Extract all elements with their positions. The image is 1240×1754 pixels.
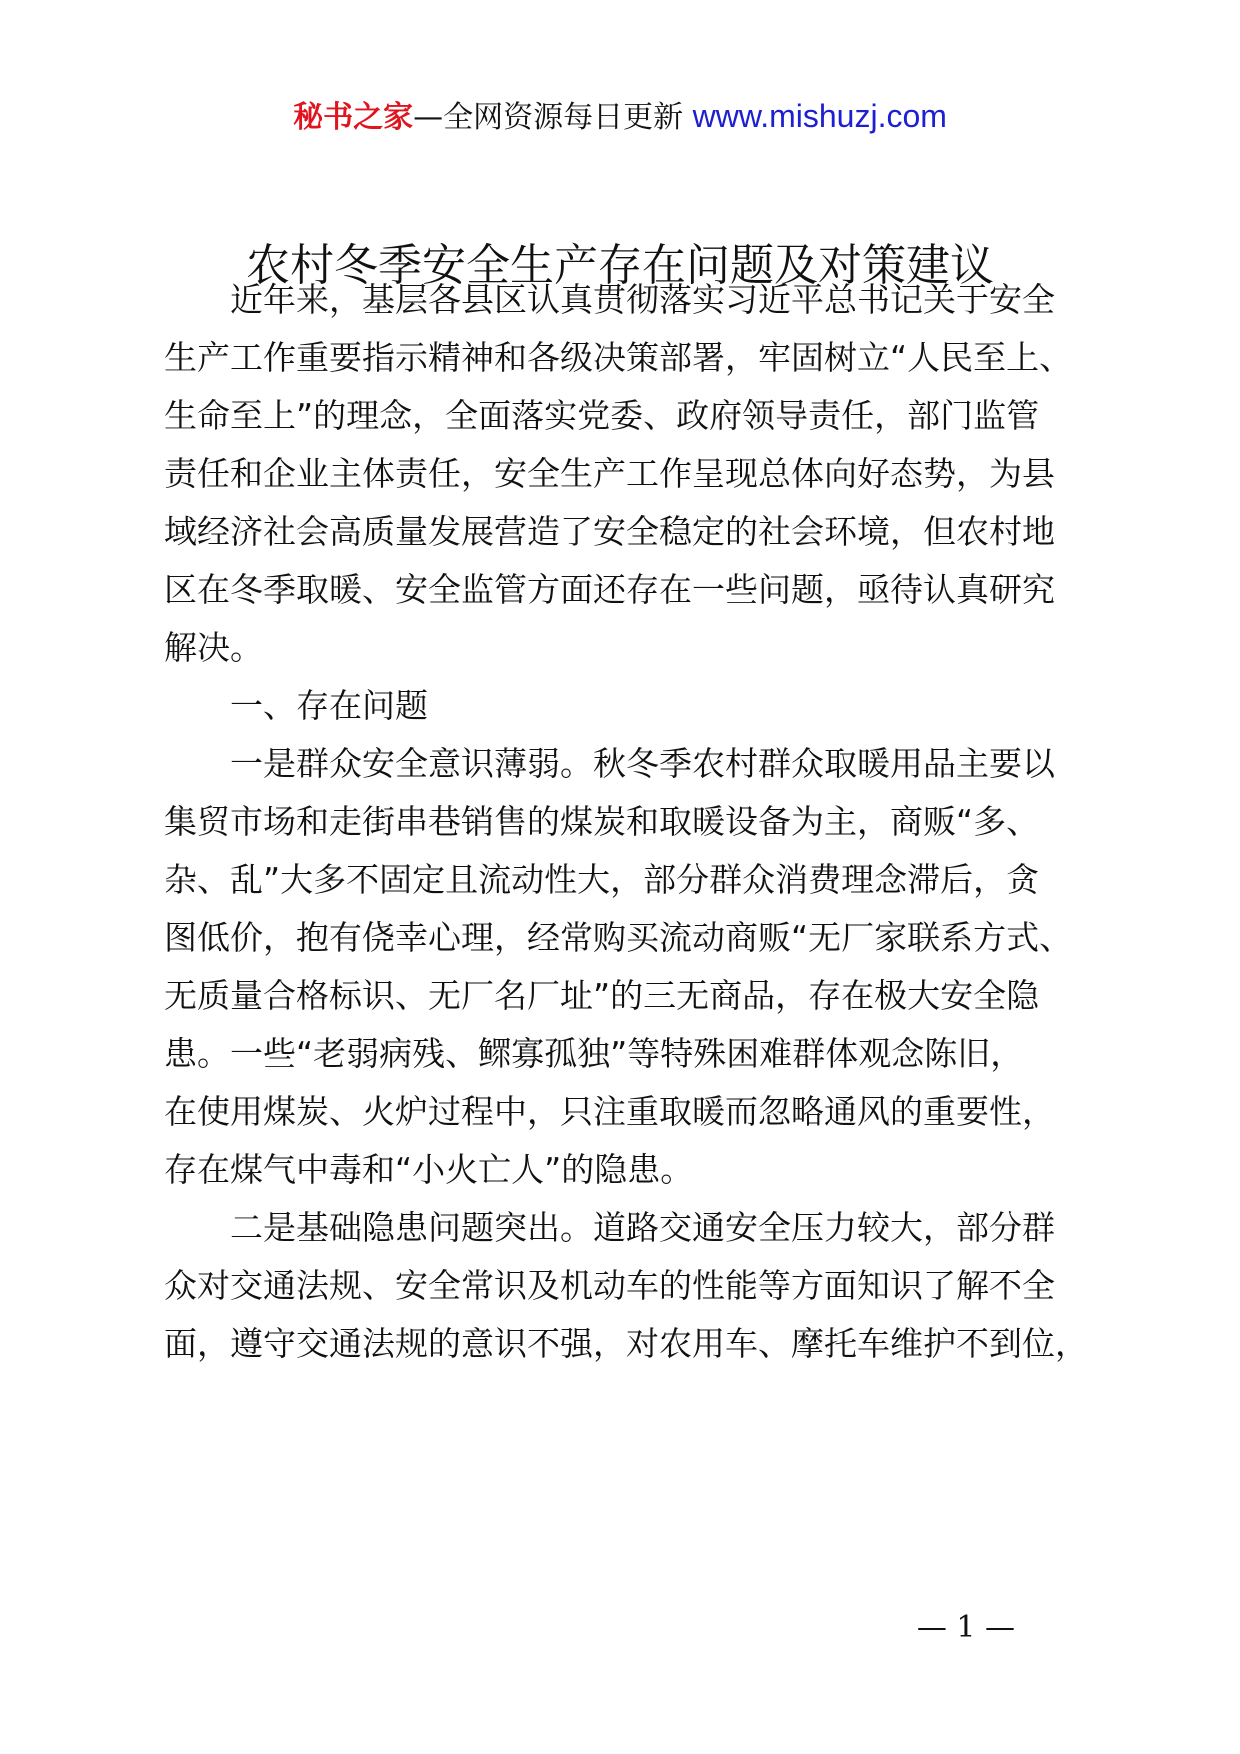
body-line: 区在冬季取暖、安全监管方面还存在一些问题，亟待认真研究 — [164, 570, 1055, 609]
body-line: 杂、乱”大多不固定且流动性大，部分群众消费理念滞后，贪 — [164, 860, 1040, 899]
body-line: 生产工作重要指示精神和各级决策部署，牢固树立“人民至上、 — [164, 338, 1073, 377]
body-line: 域经济社会高质量发展营造了安全稳定的社会环境，但农村地 — [164, 512, 1055, 551]
body-line: 面，遵守交通法规的意识不强，对农用车、摩托车维护不到位， — [164, 1324, 1088, 1363]
document-title: 农村冬季安全生产存在问题及对策建议 — [246, 240, 994, 291]
site-brand-name: 秘书之家 — [293, 100, 414, 135]
page-number: — 1 — — [916, 1610, 1015, 1645]
body-line: 二是基础隐患问题突出。道路交通安全压力较大，部分群 — [230, 1208, 1055, 1247]
site-url-link[interactable]: www.mishuzj.com — [692, 98, 947, 134]
body-line: 一是群众安全意识薄弱。秋冬季农村群众取暖用品主要以 — [230, 744, 1055, 783]
body-line: 集贸市场和走街串巷销售的煤炭和取暖设备为主，商贩“多、 — [164, 802, 1040, 841]
body-line: 患。一些“老弱病残、鳏寡孤独”等特殊困难群体观念陈旧， — [164, 1034, 1024, 1073]
body-line: 众对交通法规、安全常识及机动车的性能等方面知识了解不全 — [164, 1266, 1055, 1305]
section-heading: 一、存在问题 — [230, 686, 428, 725]
body-line: 生命至上”的理念，全面落实党委、政府领导责任，部门监管 — [164, 396, 1040, 435]
body-line: 无质量合格标识、无厂名厂址”的三无商品，存在极大安全隐 — [164, 976, 1040, 1015]
body-line: 责任和企业主体责任，安全生产工作呈现总体向好态势，为县 — [164, 454, 1055, 493]
body-line: 在使用煤炭、火炉过程中，只注重取暖而忽略通风的重要性， — [164, 1092, 1055, 1131]
body-line: 图低价，抱有侥幸心理，经常购买流动商贩“无厂家联系方式、 — [164, 918, 1073, 957]
site-tagline: —全网资源每日更新 — [413, 100, 684, 135]
body-line: 近年来，基层各县区认真贯彻落实习近平总书记关于安全 — [230, 280, 1055, 319]
body-line: 解决。 — [164, 628, 263, 667]
body-line: 存在煤气中毒和“小火亡人”的隐患。 — [164, 1150, 694, 1189]
